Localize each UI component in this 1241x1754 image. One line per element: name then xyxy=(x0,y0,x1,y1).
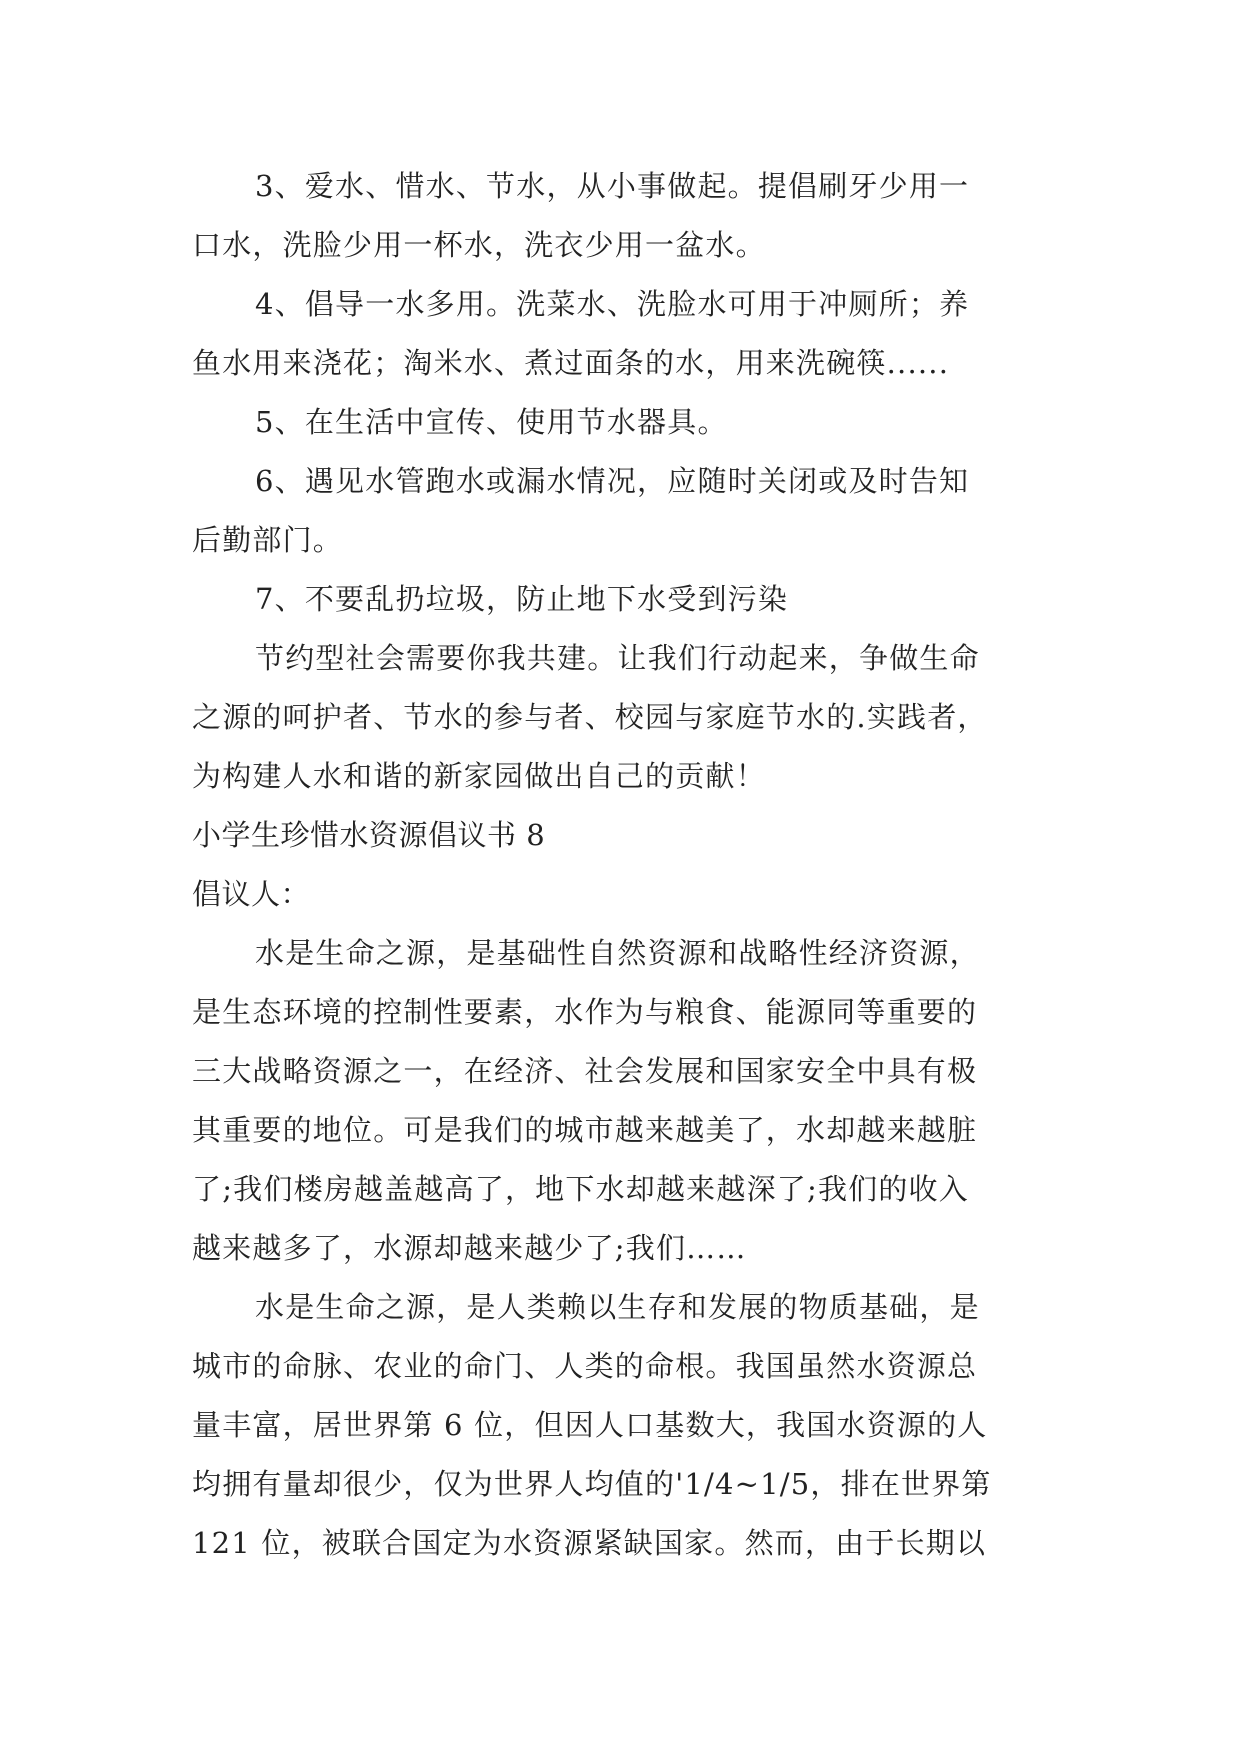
text-line: 城市的命脉、农业的命门、人类的命根。我国虽然水资源总 xyxy=(192,1349,978,1383)
proposer-label: 倡议人： xyxy=(192,877,311,911)
document-body xyxy=(192,157,1054,1573)
section-title: 小学生珍惜水资源倡议书 8 xyxy=(192,818,546,852)
text-line: 为构建人水和谐的新家园做出自己的贡献！ xyxy=(192,759,766,793)
text-line: 三大战略资源之一，在经济、社会发展和国家安全中具有极 xyxy=(192,1054,978,1088)
text-line: 均拥有量却很少，仅为世界人均值的'1/4~1/5，排在世界第 xyxy=(192,1467,992,1501)
text-line: 节约型社会需要你我共建。让我们行动起来，争做生命 xyxy=(255,641,980,675)
text-line: 4、倡导一水多用。洗菜水、洗脸水可用于冲厕所；养 xyxy=(255,287,970,321)
text-line: 7、不要乱扔垃圾，防止地下水受到污染 xyxy=(255,582,789,616)
text-line: 3、爱水、惜水、节水，从小事做起。提倡刷牙少用一 xyxy=(255,169,970,203)
text-line: 水是生命之源，是人类赖以生存和发展的物质基础，是 xyxy=(255,1290,980,1324)
text-line: 口水，洗脸少用一杯水，洗衣少用一盆水。 xyxy=(192,228,766,262)
text-line: 越来越多了，水源却越来越少了;我们…… xyxy=(192,1231,747,1265)
text-line: 后勤部门。 xyxy=(192,523,344,557)
text-line: 鱼水用来浇花；淘米水、煮过面条的水，用来洗碗筷...... xyxy=(192,346,950,380)
text-line: 其重要的地位。可是我们的城市越来越美了，水却越来越脏 xyxy=(192,1113,978,1147)
text-line: 5、在生活中宣传、使用节水器具。 xyxy=(255,405,728,439)
text-line: 了;我们楼房越盖越高了，地下水却越来越深了;我们的收入 xyxy=(192,1172,969,1206)
text-line: 是生态环境的控制性要素，水作为与粮食、能源同等重要的 xyxy=(192,995,978,1029)
text-line: 6、遇见水管跑水或漏水情况，应随时关闭或及时告知 xyxy=(255,464,970,498)
text-line: 水是生命之源，是基础性自然资源和战略性经济资源， xyxy=(255,936,980,970)
text-line: 121 位，被联合国定为水资源紧缺国家。然而，由于长期以 xyxy=(192,1526,987,1560)
text-line: 量丰富，居世界第 6 位，但因人口基数大，我国水资源的人 xyxy=(192,1408,988,1442)
text-line: 之源的呵护者、节水的参与者、校园与家庭节水的.实践者， xyxy=(192,700,988,734)
